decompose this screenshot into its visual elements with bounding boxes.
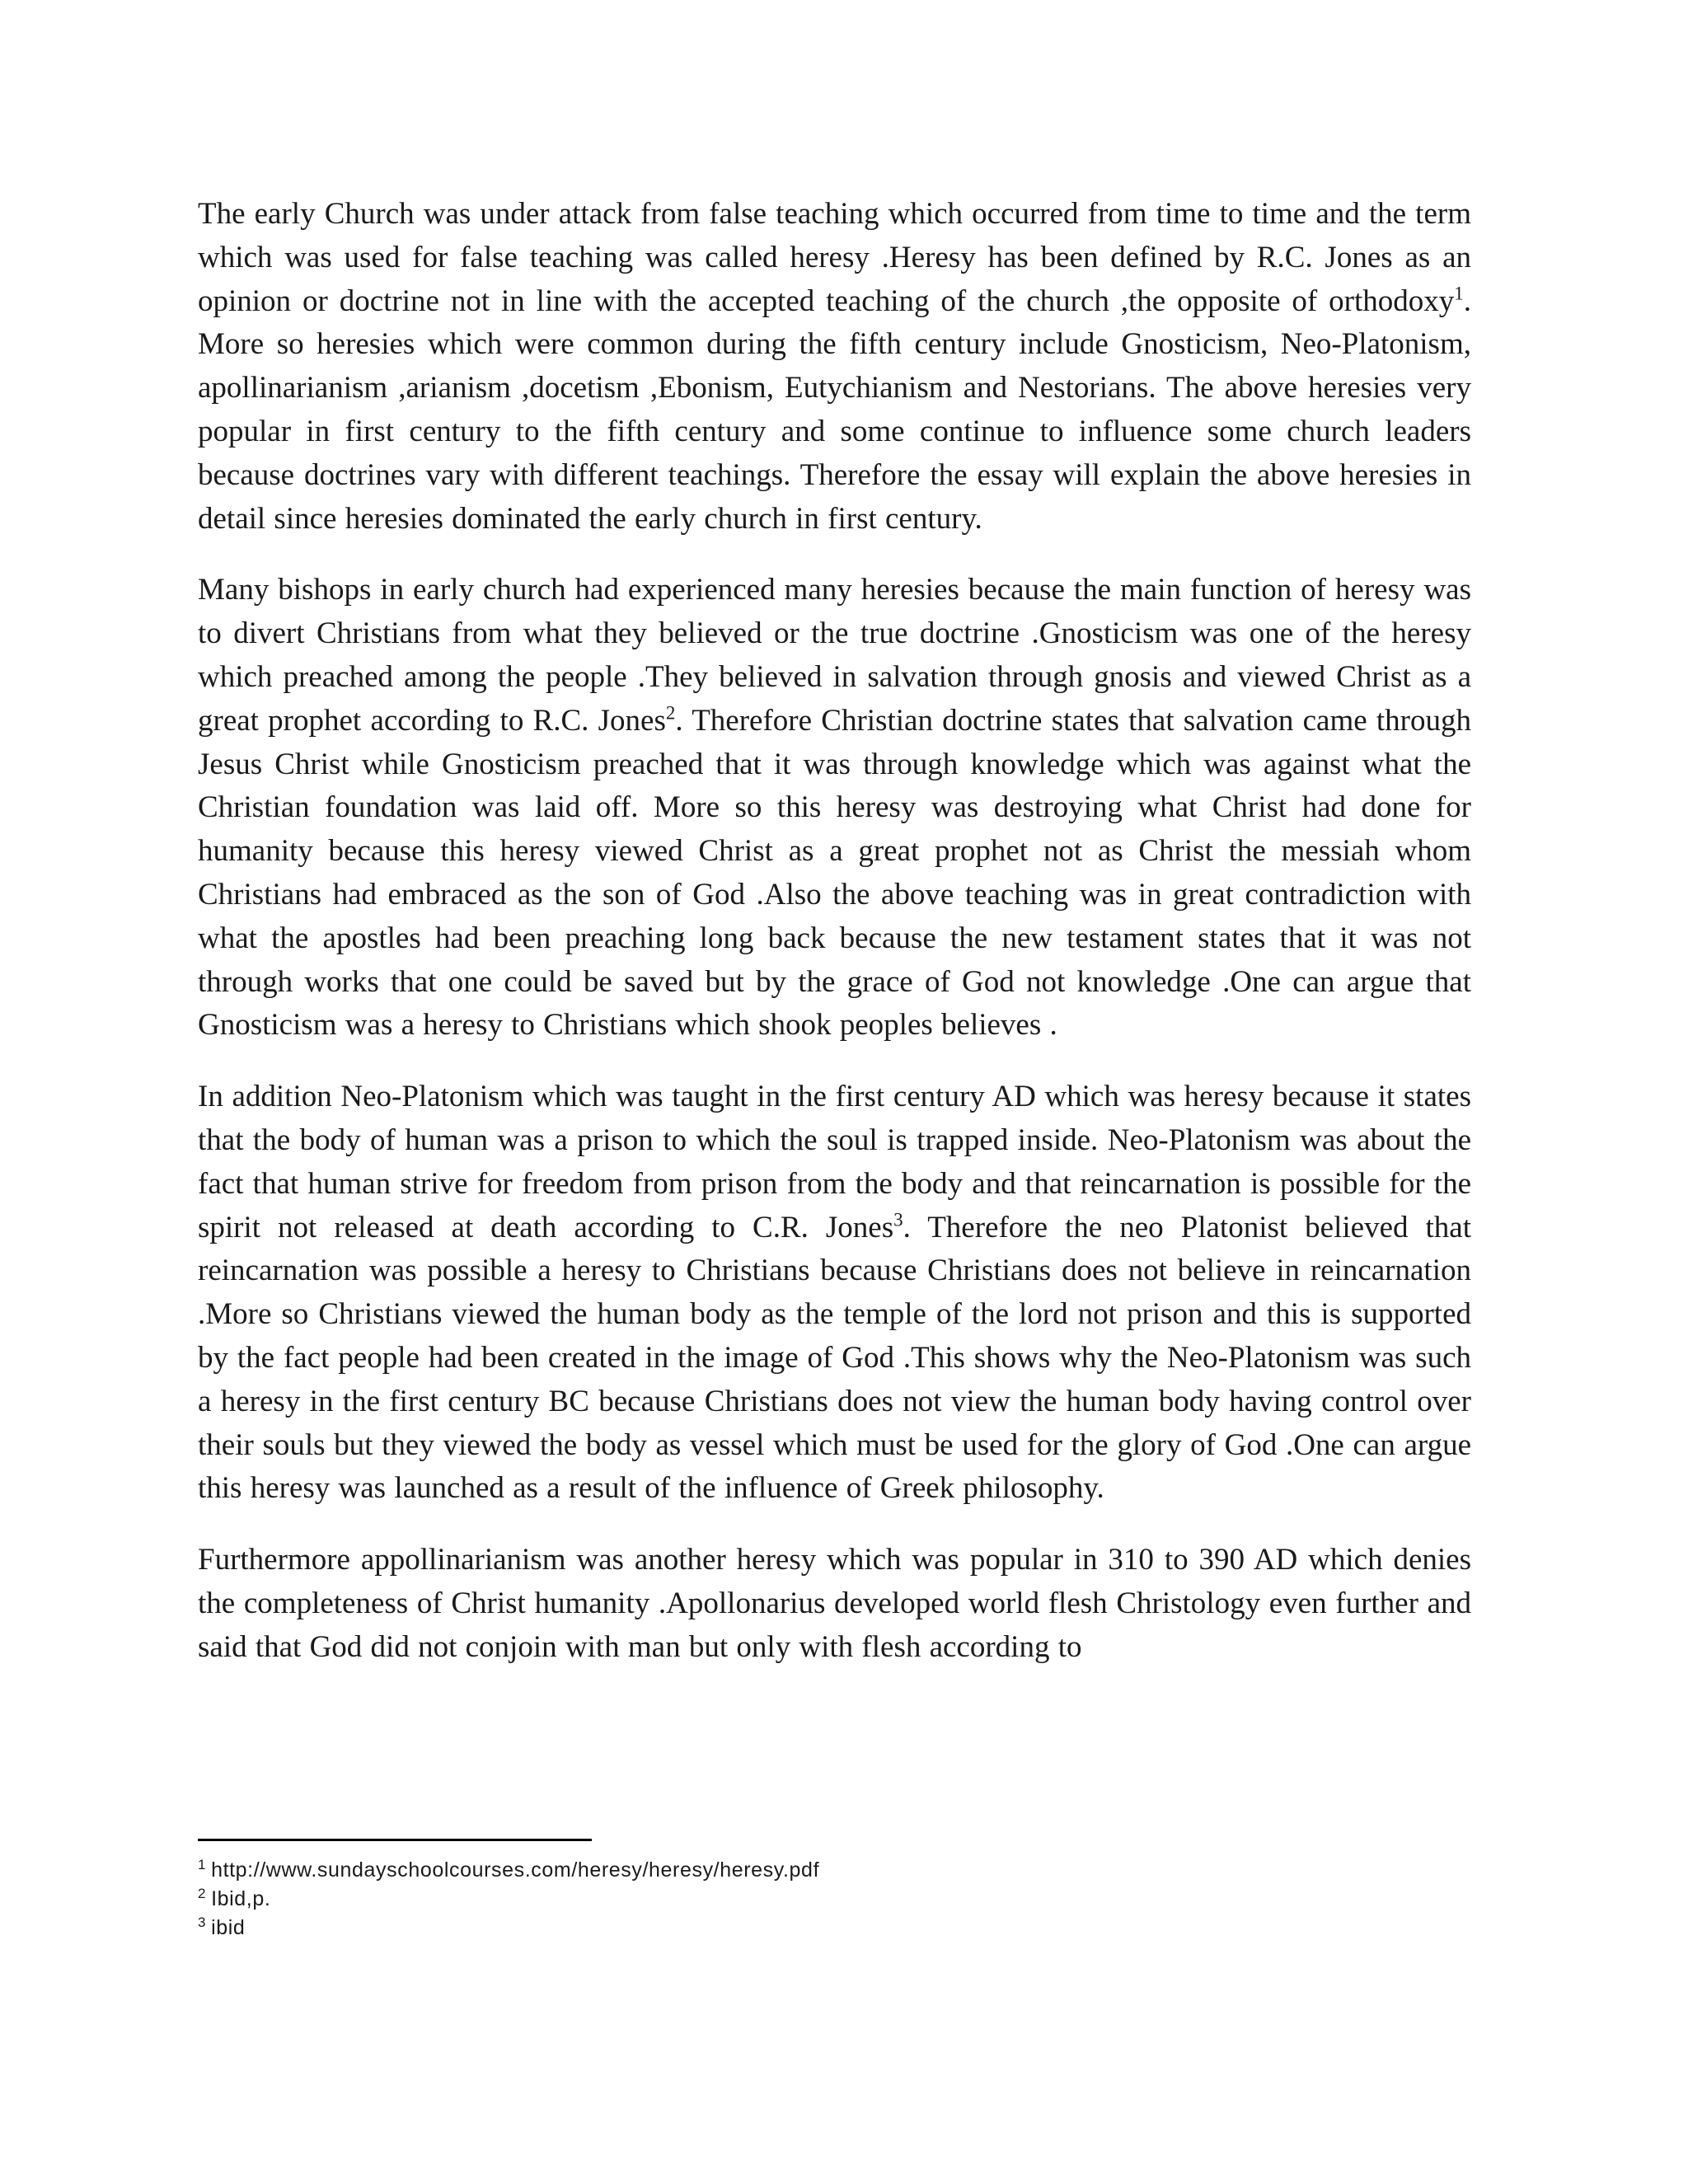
paragraph-1-text: The early Church was under attack from false teaching which occurred from time to time and the term which was used for false teaching was called heresy .Heresy has been defined by R.C. Jones as an opinion or doctrine not in line with the accepted teaching of the church ,the opposite of orthodoxy [198, 197, 1471, 318]
footnote-number-3: 3 [198, 1914, 207, 1930]
footnote-number-2: 2 [198, 1885, 207, 1901]
footnotes [198, 1856, 1471, 1943]
footnote-reference-1[interactable]: 1 [1454, 283, 1464, 304]
paragraph-2-text-continued: . Therefore Christian doctrine states that salvation came through Jesus Christ while Gnosticism preached that it was through knowledge which was against what the Christian foundation was laid off. More so this heresy was destroying what Christ had done for humanity because this heresy viewed Christ as a great prophet not as Christ the messiah whom Christians had embraced as the son of God .Also the above teaching was in great contradiction with what the apostles had been preaching long back because the new testament states that it was not through works that one could be saved but by the grace of God not knowledge .One can argue that Gnosticism was a heresy to Christians which shook peoples believes . [198, 703, 1471, 1043]
paragraph-3-text-continued: . Therefore the neo Platonist believed that reincarnation was possible a heresy to Christians because Christians does not believe in reincarnation .More so Christians viewed the human body as the temple of the lord not prison and this is supported by the fact people had been created in the image of God .This shows why the Neo-Platonism was such a heresy in the first century BC because Christians does not view the human body having control over their souls but they viewed the body as vessel which must be used for the glory of God .One can argue this heresy was launched as a result of the influence of Greek philosophy. [198, 1210, 1471, 1506]
paragraph-4-text: Furthermore appollinarianism was another heresy which was popular in 310 to 390 AD which denies the completeness of Christ humanity .Apollonarius developed world flesh Christology even further and said that God did not conjoin with man but only with flesh according to [198, 1543, 1471, 1664]
paragraph-2 [198, 569, 1471, 1047]
footnote-text-3: ibid [211, 1916, 246, 1939]
footnote-3 [198, 1914, 1471, 1943]
paragraph-3-text: In addition Neo-Platonism which was taught in the first century AD which was heresy because it states that the body of human was a prison to which the soul is trapped inside. Neo-Platonism was about the fact that human strive for freedom from prison from the body and that reincarnation is possible for the spirit not released at death according to C.R. Jones [198, 1080, 1471, 1244]
footnote-reference-3[interactable]: 3 [893, 1209, 903, 1230]
footnote-link-1[interactable]: http://www.sundayschoolcourses.com/heresy/heresy/heresy.pdf [211, 1858, 820, 1882]
paragraph-3 [198, 1076, 1471, 1511]
footnote-1 [198, 1856, 1471, 1885]
paragraph-4 [198, 1539, 1471, 1669]
paragraph-1 [198, 193, 1471, 541]
body-text [198, 193, 1471, 1698]
footnote-2 [198, 1885, 1471, 1914]
paragraph-2-text: Many bishops in early church had experienced many heresies because the main function of heresy was to divert Christians from what they believed or the true doctrine .Gnosticism was one of the heresy which preached among the people .They believed in salvation through gnosis and viewed Christ as a great prophet according to R.C. Jones [198, 573, 1471, 738]
footnote-reference-2[interactable]: 2 [665, 702, 676, 724]
footnote-separator [198, 1839, 592, 1841]
footnote-number-1: 1 [198, 1856, 207, 1872]
paragraph-1-text-continued: . More so heresies which were common during the fifth century include Gnosticism, Neo-Platonism, apollinarianism ,arianism ,docetism ,Ebonism, Eutychianism and Nestorians. The above heresies very popular in first century to the fifth century and some continue to influence some church leaders because doctrines vary with different teachings. Therefore the essay will explain the above heresies in detail since heresies dominated the early church in first century. [198, 284, 1471, 536]
footnote-text-2: Ibid,p. [211, 1887, 271, 1910]
